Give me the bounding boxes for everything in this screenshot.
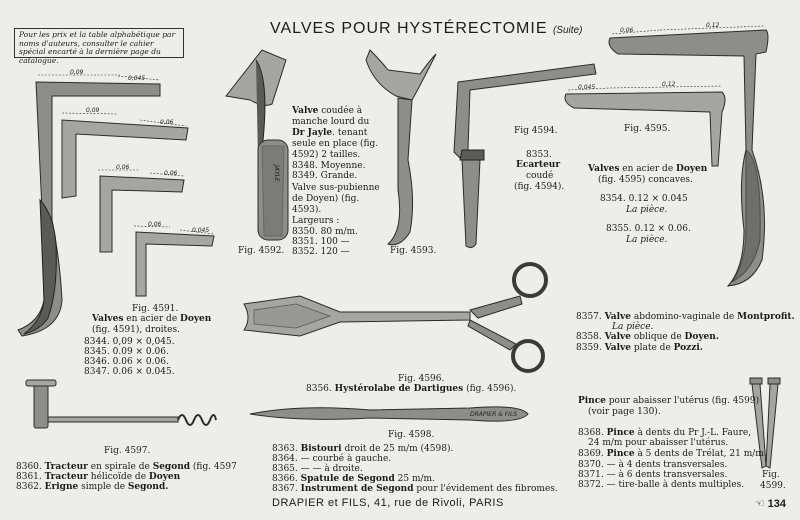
dim-label: 0,06 <box>148 221 162 228</box>
figure-caption: Fig. 4596. <box>398 374 445 384</box>
uterine-forceps-intro <box>578 396 759 407</box>
hysterolabe-illustration <box>244 264 546 371</box>
list-item <box>578 480 744 491</box>
dim-label: 0,09 <box>86 107 100 114</box>
item-text: à dents du Pr J.-L. Faure, <box>634 428 752 438</box>
scalpel-illustration <box>250 407 528 421</box>
item-text: en acier de <box>123 314 181 324</box>
item-name: Valve <box>292 106 319 116</box>
item-number: 8367. <box>272 484 298 494</box>
item-text: — tire-balle à dents multiples. <box>603 480 745 490</box>
item-text: pour l'évidement des fibromes. <box>413 484 558 494</box>
item-name: Pince <box>606 428 635 438</box>
handle-mark: JAYLE <box>273 165 280 182</box>
item-name: Spatule de Segond <box>300 474 395 484</box>
list-item: 8345. 0.09 × 0.06. <box>84 347 169 357</box>
item-text: (fig. 4596). <box>466 384 517 394</box>
doyen-straight-valves-title <box>92 314 211 325</box>
list-item: 8352. 120 — <box>292 247 350 257</box>
dim-label: 0,045 <box>578 84 596 91</box>
dim-label: 0,045 <box>128 75 146 82</box>
item-name: Hystérolabe de Dartigues <box>334 384 464 394</box>
figure-caption: Fig. 4591. <box>132 304 179 314</box>
price-note: La pièce. <box>626 205 668 215</box>
list-item: 24 m/m pour abaisser l'utérus. <box>588 438 729 448</box>
item-text: en acier de <box>619 164 677 174</box>
item-text: . tenant <box>332 128 368 138</box>
item-name: Pince <box>578 396 606 406</box>
item-name: Instrument de Segond <box>300 484 414 494</box>
item-name: Tracteur <box>44 472 88 482</box>
author-name: Segond <box>152 462 191 472</box>
item-text: simple de <box>78 482 128 492</box>
list-item <box>16 482 168 493</box>
author-name: Pozzi. <box>673 343 703 353</box>
item-text: manche lourd du <box>292 117 370 127</box>
figure-caption: Fig. 4592. <box>238 246 285 256</box>
item-number: 8361. <box>16 472 42 482</box>
page-number-text: 134 <box>767 498 786 510</box>
item-text: Valve sus-pubienne <box>292 183 380 193</box>
publisher-footer: DRAPIER et FILS, 41, rue de Rivoli, PARIS <box>272 497 504 509</box>
item-text: 4593). <box>292 205 322 215</box>
item-name: Valve <box>604 343 632 353</box>
author-name: Doyen <box>676 164 708 174</box>
list-item: 8347. 0.06 × 0.045. <box>84 367 175 377</box>
list-item: 8353. <box>526 150 552 160</box>
list-item: 8349. Grande. <box>292 171 358 181</box>
author-name: Dr Jayle <box>292 128 333 138</box>
item-text: seule en place (fig. <box>292 139 379 149</box>
item-text: (voir page 130). <box>588 407 661 417</box>
item-text: — à 6 dents transversales. <box>603 470 728 480</box>
item-number: 8370. <box>578 460 604 470</box>
item-text: à 5 dents de Trélat, 21 m/m. <box>634 449 767 459</box>
list-item: 8348. Moyenne. <box>292 161 366 171</box>
item-name: Pince <box>606 449 635 459</box>
item-text: — courbé à gauche. <box>297 454 392 464</box>
author-name: Segond. <box>127 482 169 492</box>
dim-label: 0,045 <box>192 227 210 234</box>
item-text: (fig. 4591), droites. <box>92 325 180 335</box>
jayle-valve-title <box>292 106 362 117</box>
author-name: Doyen. <box>684 332 719 342</box>
item-name: Valve <box>604 332 632 342</box>
page-number <box>755 497 786 510</box>
author-name: Montprofit. <box>737 312 795 322</box>
item-text: (fig. 4595) concaves. <box>598 175 693 185</box>
dim-label: 0,12 <box>662 81 676 88</box>
list-item: 8346. 0.06 × 0.06. <box>84 357 169 367</box>
dim-label: 0,12 <box>706 22 720 29</box>
item-number: 8366. <box>272 474 298 484</box>
item-number: 8364. <box>272 454 298 464</box>
price-note: La pièce. <box>612 322 654 332</box>
item-text: coudé <box>526 171 554 181</box>
figure-caption: 4599. <box>760 481 786 491</box>
figure-caption: Fig. 4595. <box>624 124 671 134</box>
page-title <box>270 20 582 38</box>
figure-caption: Fig 4594. <box>514 126 558 136</box>
montprofit-valve-entry <box>576 312 795 323</box>
item-name: Valves <box>588 164 620 174</box>
doyen-straight-valves-illustration <box>18 69 214 336</box>
item-number: 8359. <box>576 343 602 353</box>
dim-label: 0,06 <box>164 170 178 177</box>
item-number: 8363. <box>272 444 298 454</box>
handle-mark: DRAPIER & FILS <box>470 411 518 418</box>
dim-label: 0,06 <box>160 119 174 126</box>
list-item <box>272 484 558 495</box>
item-text <box>292 128 367 139</box>
dim-label: 0,06 <box>620 27 634 34</box>
item-number: 8360. <box>16 462 42 472</box>
item-text: plate de <box>631 343 674 353</box>
hysterolabe-entry <box>306 384 516 395</box>
bent-retractor-illustration <box>454 64 596 248</box>
item-number: 8365. <box>272 464 298 474</box>
figure-caption: Fig. 4598. <box>388 430 435 440</box>
item-text: de Doyen) (fig. <box>292 194 360 204</box>
item-number: 8362. <box>16 482 42 492</box>
item-text: 4592) 2 tailles. <box>292 150 361 160</box>
pozzi-valve-entry <box>576 343 703 354</box>
item-text: 25 m/m. <box>394 474 435 484</box>
item-name: Ecarteur <box>516 160 561 170</box>
item-name: Valves <box>92 314 124 324</box>
item-name: Valve <box>604 312 632 322</box>
item-text: hélicoïde de <box>87 472 149 482</box>
dim-label: 0,09 <box>70 69 84 76</box>
figure-caption: Fig. <box>762 470 780 480</box>
dim-label: 0,06 <box>116 164 130 171</box>
figure-caption: Fig. 4597. <box>104 446 151 456</box>
item-text: — à 4 dents transversales. <box>603 460 728 470</box>
doyen-oblique-valve-entry <box>576 332 719 343</box>
item-number: 8356. <box>306 384 332 394</box>
price-notice: Pour les prix et la table alphabétique par noms d'auteurs, consulter le cahier spécial encarté à la dernière page du catalogue. <box>14 28 184 58</box>
item-text: coudée à <box>318 106 363 116</box>
item-number: 8357. <box>576 312 602 322</box>
item-number: 8368. <box>578 428 604 438</box>
item-name: Tracteur <box>44 462 88 472</box>
item-text: Largeurs : <box>292 216 340 226</box>
item-number: 8372. <box>578 480 604 490</box>
item-text: (fig. 4597 <box>190 462 237 472</box>
price-note: La pièce. <box>626 235 668 245</box>
list-item: 8354. 0.12 × 0.045 <box>600 194 688 204</box>
item-name: Erigne <box>44 482 79 492</box>
list-item <box>578 449 767 460</box>
title-text: VALVES POUR HYSTÉRECTOMIE <box>270 20 548 37</box>
author-name: Doyen <box>180 314 212 324</box>
title-suite: (Suite) <box>552 25 583 36</box>
item-number: 8358. <box>576 332 602 342</box>
list-item: 8344. 0,09 × 0,045. <box>84 337 175 347</box>
jayle-valve-illustration <box>226 50 288 240</box>
item-number: 8369. <box>578 449 604 459</box>
item-number: 8371. <box>578 470 604 480</box>
author-name: Doyen <box>148 472 181 482</box>
item-text: en spirale de <box>87 462 153 472</box>
item-text: — — à droite. <box>297 464 363 474</box>
list-item: 8355. 0.12 × 0.06. <box>606 224 691 234</box>
hand-pointer-icon: ☜ <box>754 498 765 510</box>
figure-caption: Fig. 4593. <box>390 246 437 256</box>
item-name: Bistouri <box>300 444 342 454</box>
item-text: (fig. 4594). <box>514 182 565 192</box>
list-item: 8351. 100 — <box>292 237 350 247</box>
item-text: droit de 25 m/m (4598). <box>341 444 454 454</box>
spiral-tractor-illustration <box>26 380 216 428</box>
doyen-concave-valves-illustration <box>565 22 768 286</box>
list-item: 8350. 80 m/m. <box>292 227 358 237</box>
item-text: abdomino-vaginale de <box>631 312 738 322</box>
item-text: oblique de <box>631 332 685 342</box>
item-text: pour abaisser l'utérus (fig. 4599) <box>605 396 760 406</box>
doyen-concave-valves-title <box>588 164 707 175</box>
